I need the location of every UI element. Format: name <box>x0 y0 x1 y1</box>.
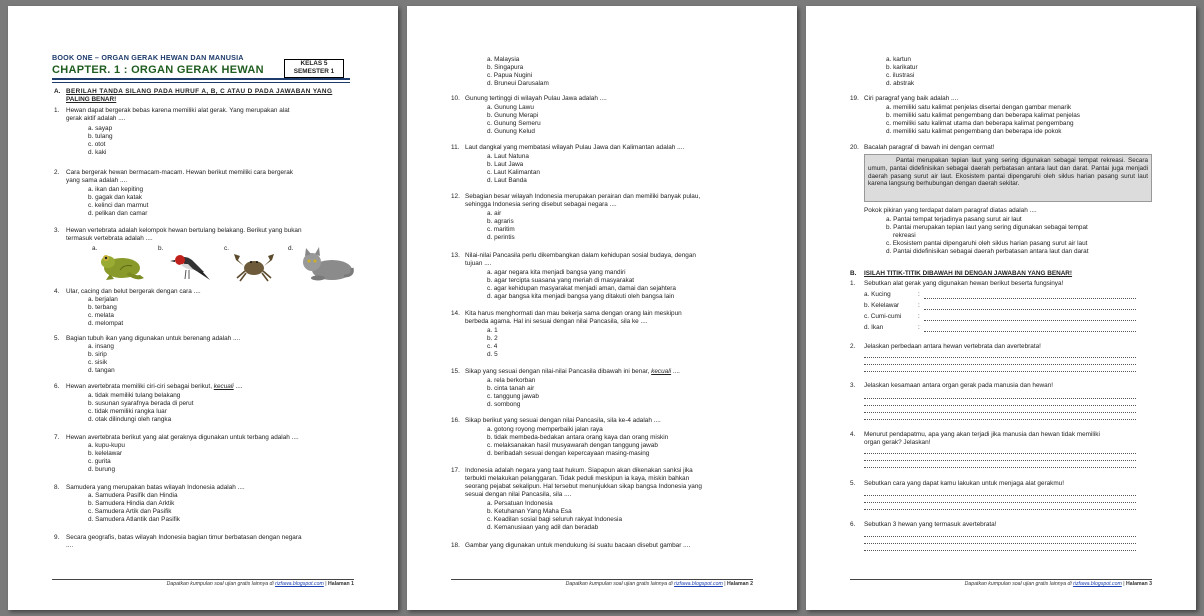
essay-1-item-a: a. Kucing <box>864 291 891 298</box>
q4-number: 4. <box>54 288 60 295</box>
option[interactable]: c. melata <box>88 312 114 320</box>
q7-number: 7. <box>54 434 60 441</box>
q2-text: Cara bergerak hewan bermacam-macam. Hewan berikut memiliki cara bergerak <box>66 169 293 176</box>
footer-text: Dapatkan kumpulan soal ujian gratis lainnya di <box>166 581 274 587</box>
option[interactable]: c. kelinci dan marmut <box>88 202 149 210</box>
q17-options <box>487 500 622 532</box>
option[interactable]: c. Keadilan sosial bagi seluruh rakyat Indonesia <box>487 516 622 524</box>
essay-5-number: 5. <box>850 480 856 487</box>
q19-options <box>886 104 1080 136</box>
answer-line[interactable] <box>924 320 1136 321</box>
essay-4-text: Menurut pendapatmu, apa yang akan terjadi jika manusia dan hewan tidak memiliki <box>864 431 1100 438</box>
option[interactable]: a. insang <box>88 343 114 350</box>
q8-text: Samudera yang merupakan batas wilayah Indonesia adalah .... <box>66 484 245 491</box>
option[interactable]: c. 4 <box>487 343 498 351</box>
option[interactable]: d. memiliki satu kalimat pengembang dan beberapa ide pokok <box>886 128 1062 136</box>
essay-1-colon: : <box>918 291 920 298</box>
q3-number: 3. <box>54 227 60 234</box>
option[interactable]: c. tanggung jawab <box>487 393 539 401</box>
q20-number: 20. <box>850 144 859 151</box>
essay-1-item-d: d. Ikan <box>864 324 884 331</box>
option[interactable]: a. tidak memiliki tulang belakang <box>88 392 181 399</box>
option[interactable]: b. tidak membeda-bedakan antara orang kaya dan orang miskin <box>487 434 669 442</box>
q1-text-2: gerak aktif adalah .... <box>66 115 126 122</box>
footer-halaman: Halaman <box>1126 581 1148 587</box>
cat-image <box>300 246 356 282</box>
answer-line[interactable] <box>864 364 1136 365</box>
option-continued: rekreasi <box>893 232 916 240</box>
answer-line[interactable] <box>864 419 1136 420</box>
essay-1-number: 1. <box>850 280 856 287</box>
q3-letter-d[interactable]: d. <box>288 245 294 252</box>
q5-number: 5. <box>54 335 60 342</box>
footer: Dapatkan kumpulan soal ujian gratis lainnya di rizfawa.blogspot.com | Halaman 3 <box>850 579 1152 588</box>
footer-page-number: 2 <box>750 581 753 587</box>
answer-line[interactable] <box>864 371 1136 372</box>
option[interactable]: a. memiliki satu kalimat penjelas disertai dengan gambar menarik <box>886 104 1072 111</box>
option[interactable]: b. kelelawar <box>88 450 123 458</box>
q6-text <box>66 383 243 391</box>
answer-line[interactable] <box>924 298 1136 299</box>
answer-line[interactable] <box>864 536 1136 537</box>
q6-number: 6. <box>54 383 60 390</box>
section-a-letter: A. <box>54 88 61 95</box>
option[interactable]: b. susunan syarafnya berada di perut <box>88 400 194 408</box>
q18-number: 18. <box>451 542 460 549</box>
q9-text: Secara geografis, batas wilayah Indonesia bagian timur berbatasan dengan negara <box>66 534 302 541</box>
footer-text: Dapatkan kumpulan soal ujian gratis lainnya di <box>964 581 1072 587</box>
q4-text: Ular, cacing dan belut bergerak dengan cara .... <box>66 288 201 295</box>
option[interactable]: b. Laut Jawa <box>487 161 524 169</box>
option[interactable]: b. karikatur <box>886 64 918 72</box>
option[interactable]: a. 1 <box>487 327 498 334</box>
q15-text <box>465 368 680 376</box>
q17-text-3: seorang pejabat sekalipun. Hal tersebut menunjukkan sikap bangsa Indonesia yang <box>465 483 702 490</box>
q19-number: 19. <box>850 95 859 102</box>
q20-question: Pokok pikiran yang terdapat dalam paragraf diatas adalah .... <box>864 207 1037 214</box>
q6-dots: .... <box>235 383 243 390</box>
footer-page-number: 1 <box>351 581 354 587</box>
option[interactable]: c. Ekosistem pantai dipengaruhi oleh siklus harian pasang surut air laut <box>886 240 1088 248</box>
q3-letter-b[interactable]: b. <box>158 245 164 252</box>
option[interactable]: b. Samudera Hindia dan Arktik <box>88 500 175 508</box>
q18-text: Gambar yang digunakan untuk mendukung isi suatu bacaan disebut gambar .... <box>465 542 691 549</box>
option[interactable]: d. tangan <box>88 367 115 375</box>
q2-options <box>88 186 148 218</box>
q10-options <box>487 104 541 136</box>
essay-6-number: 6. <box>850 521 856 528</box>
option[interactable]: b. Pantai merupakan tepian laut yang sering digunakan sebagai tempat <box>886 224 1088 232</box>
option[interactable]: d. abstrak <box>886 80 915 88</box>
option[interactable]: d. Laut Banda <box>487 177 527 185</box>
q17-text-2: terbukti melakukan pelanggaran. Tidak peduli meskipun ia kaya, miskin bahkan <box>465 475 690 482</box>
option[interactable]: c. Laut Kalimantan <box>487 169 540 177</box>
footer-halaman: Halaman <box>328 581 350 587</box>
q12-number: 12. <box>451 193 460 200</box>
essay-1-colon: : <box>918 313 920 320</box>
option[interactable]: b. terbang <box>88 304 117 312</box>
option[interactable]: c. Gunung Semeru <box>487 120 541 128</box>
option[interactable]: c. memiliki satu kalimat utama dan beberapa kalimat pengembang <box>886 120 1074 128</box>
option[interactable]: c. otot <box>88 141 106 149</box>
option[interactable]: d. Samudera Atlantik dan Pasifik <box>88 516 181 524</box>
section-a-title: BERILAH TANDA SILANG PADA HURUF A, B, C ATAU D PADA JAWABAN YANG <box>66 88 333 95</box>
q11-number: 11. <box>451 144 460 151</box>
option[interactable]: d. perintis <box>487 234 515 242</box>
footer: Dapatkan kumpulan soal ujian gratis lainnya di rizfawa.blogspot.com | Halaman 2 <box>451 579 753 588</box>
option[interactable]: c. sisik <box>88 359 108 367</box>
answer-line[interactable] <box>864 398 1136 399</box>
option[interactable]: d. kaki <box>88 149 107 157</box>
q3-letter-a[interactable]: a. <box>92 245 98 252</box>
q18-options <box>886 56 918 88</box>
footer-text: Dapatkan kumpulan soal ujian gratis lainnya di <box>565 581 673 587</box>
option[interactable]: c. agar kehidupan masyarakat menjadi aman, damai dan sejahtera <box>487 285 676 293</box>
bird-image <box>168 250 212 282</box>
q14-text: Kita harus menghormati dan mau bekerja sama dengan orang lain meskipun <box>465 310 682 317</box>
footer-link[interactable]: rizfawa.blogspot.com <box>674 581 723 587</box>
essay-6-text: Sebutkan 3 hewan yang termasuk avertebrata! <box>864 521 997 528</box>
q10-number: 10. <box>451 95 460 102</box>
chapter-title: CHAPTER. 1 : ORGAN GERAK HEWAN <box>52 64 264 76</box>
option[interactable]: a. Malaysia <box>487 56 520 63</box>
option[interactable]: a. air <box>487 210 502 217</box>
q15-dots: .... <box>672 368 680 375</box>
q15-number: 15. <box>451 368 460 375</box>
option[interactable]: b. tulang <box>88 133 113 141</box>
option[interactable]: a. gotong royong memperbaiki jalan raya <box>487 426 603 433</box>
q7-options <box>88 442 125 474</box>
option[interactable]: c. ilustrasi <box>886 72 915 80</box>
q2-text-2: yang sama adalah .... <box>66 177 128 184</box>
option[interactable]: c. Papua Nugini <box>487 72 533 80</box>
q13-text-2: tujuan .... <box>465 260 492 267</box>
option[interactable]: a. Gunung Lawu <box>487 104 534 111</box>
q11-options <box>487 153 540 185</box>
essay-4-text-2: organ gerak? Jelaskan! <box>864 439 931 446</box>
option[interactable]: b. gagak dan katak <box>88 194 143 202</box>
option[interactable]: a. rela berkorban <box>487 377 536 384</box>
q9-text-2: .... <box>66 542 74 549</box>
essay-5-text: Sebutkan cara yang dapat kamu lakukan untuk menjaga alat gerakmu! <box>864 480 1065 487</box>
title-rule <box>52 78 350 80</box>
footer: Dapatkan kumpulan soal ujian gratis lainnya di rizfawa.blogspot.com | Halaman 1 <box>52 579 354 588</box>
option[interactable]: d. sombong <box>487 401 521 409</box>
answer-line[interactable] <box>864 460 1136 461</box>
q16-number: 16. <box>451 417 460 424</box>
section-b-letter: B. <box>850 270 857 277</box>
q8-number: 8. <box>54 484 60 491</box>
semester-label: SEMESTER 1 <box>293 68 335 75</box>
option[interactable]: a. Persatuan Indonesia <box>487 500 553 507</box>
q15-kecuali: kecuali <box>651 368 672 375</box>
q8-options <box>88 492 180 524</box>
q10-text: Gunung tertinggi di wilayah Pulau Jawa adalah .... <box>465 95 607 102</box>
footer-link[interactable]: rizfawa.blogspot.com <box>275 581 324 587</box>
essay-1-colon: : <box>918 324 920 331</box>
option[interactable]: d. agar bangsa kita menjadi bangsa yang ditakuti oleh bangsa lain <box>487 293 675 301</box>
section-b-title: ISILAH TITIK-TITIK DIBAWAH INI DENGAN JAWABAN YANG BENAR! <box>864 270 1073 277</box>
crab-image <box>232 250 276 282</box>
option[interactable]: d. otak dilindungi oleh rangka <box>88 416 172 424</box>
option[interactable]: d. beribadah sesuai dengan kepercayaan masing-masing <box>487 450 650 458</box>
option[interactable]: a. kartun <box>886 56 911 63</box>
option[interactable]: b. Ketuhanan Yang Maha Esa <box>487 508 572 516</box>
option[interactable]: a. Laut Natuna <box>487 153 529 160</box>
answer-line[interactable] <box>864 543 1136 544</box>
section-a-title-2: PALING BENAR! <box>66 96 117 103</box>
answer-line[interactable] <box>924 331 1136 332</box>
essay-1-item-b: b. Kelelawar <box>864 302 900 309</box>
answer-line[interactable] <box>864 550 1136 551</box>
q2-number: 2. <box>54 169 60 176</box>
q6-options <box>88 392 194 424</box>
q17-number: 17. <box>451 467 460 474</box>
option[interactable]: b. sirip <box>88 351 107 359</box>
essay-4-number: 4. <box>850 431 856 438</box>
essay-3-number: 3. <box>850 382 856 389</box>
option[interactable]: a. berjalan <box>88 296 118 303</box>
q7-text: Hewan avertebrata berikut yang alat geraknya digunakan untuk terbang adalah .... <box>66 434 299 441</box>
q20-options <box>886 216 1089 256</box>
essay-2-number: 2. <box>850 343 856 350</box>
essay-1-item-c: c. Cumi-cumi <box>864 313 902 320</box>
footer-link[interactable]: rizfawa.blogspot.com <box>1073 581 1122 587</box>
option[interactable]: b. cinta tanah air <box>487 385 535 393</box>
essay-3-text: Jelaskan kesamaan antara organ gerak pada manusia dan hewan! <box>864 382 1054 389</box>
option[interactable]: c. Samudera Artik dan Pasifik <box>88 508 172 516</box>
q13-options <box>487 269 676 301</box>
option[interactable]: c. tidak memiliki rangka luar <box>88 408 167 416</box>
q3-text: Hewan vertebrata adalah kelompok hewan bertulang belakang. Berikut yang bukan <box>66 227 302 234</box>
option[interactable]: d. burung <box>88 466 116 474</box>
answer-line[interactable] <box>864 405 1136 406</box>
option[interactable]: b. 2 <box>487 335 498 343</box>
q14-options <box>487 327 498 359</box>
q15-text-main: Sikap yang sesuai dengan nilai-nilai Pancasila dibawah ini benar, <box>465 368 650 375</box>
page-3 <box>806 6 1196 610</box>
option[interactable]: d. Kemanusiaan yang adil dan beradab <box>487 524 599 532</box>
q6-text-main: Hewan avertebrata memiliki ciri-ciri sebagai berikut, <box>66 383 212 390</box>
option[interactable]: c. melaksanakan hasil musyawarah dengan tanggung jawab <box>487 442 658 450</box>
option[interactable]: d. melompat <box>88 320 124 328</box>
answer-line[interactable] <box>864 502 1136 503</box>
option[interactable]: a. Pantai tempat terjadinya pasang surut air laut <box>886 216 1022 223</box>
answer-line[interactable] <box>924 309 1136 310</box>
q16-text: Sikap berikut yang sesuai dengan nilai Pancasila, sila ke-4 adalah .... <box>465 417 661 424</box>
q9-number: 9. <box>54 534 60 541</box>
q5-text: Bagian tubuh ikan yang digunakan untuk berenang adalah .... <box>66 335 241 342</box>
kelas-label: KELAS 5 <box>300 60 328 67</box>
essay-1-colon: : <box>918 302 920 309</box>
q3-text-2: termasuk vertebrata adalah .... <box>66 235 153 242</box>
q1-options <box>88 125 113 157</box>
q13-number: 13. <box>451 252 460 259</box>
q14-number: 14. <box>451 310 460 317</box>
option[interactable]: a. agar negara kita menjadi bangsa yang mandiri <box>487 269 626 276</box>
option[interactable]: a. ikan dan kepiting <box>88 186 144 193</box>
q14-text-2: berbeda agama. Hal ini sesuai dengan nilai Pancasila, sila ke .... <box>465 318 648 325</box>
essay-2-text: Jelaskan perbedaan antara hewan vertebrata dan avertebrata! <box>864 343 1041 350</box>
answer-line[interactable] <box>864 357 1136 358</box>
q5-options <box>88 343 115 375</box>
q20-paragraph: Pantai merupakan tepian laut yang sering digunakan sebagai tempat rekreasi. Secara umum, pantai didefinisikan sebagai daerah perbatasan antara laut dan darat. Pantai juga menjadi daerah pasang surut air laut. Ekosistem pantai dipengaruhi oleh siklus harian pasang surut laut karena langsung berhubungan dengan daerah sekitar. <box>864 154 1152 202</box>
essay-1-text: Sebutkan alat gerak yang digunakan hewan berikut beserta fungsinya! <box>864 280 1064 287</box>
footer-halaman: Halaman <box>727 581 749 587</box>
answer-line[interactable] <box>864 495 1136 496</box>
option[interactable]: d. pelikan dan camar <box>88 210 148 218</box>
option[interactable]: c. gurita <box>88 458 111 466</box>
q9-options <box>487 56 549 88</box>
option[interactable]: b. memiliki satu kalimat pengembang dan beberapa kalimat penjelas <box>886 112 1080 120</box>
option[interactable]: b. agraris <box>487 218 514 226</box>
q13-text: Nilai-nilai Pancasila perlu dikembangkan dalam kehidupan sosial budaya, dengan <box>465 252 696 259</box>
q12-text-2: sehingga Indonesia sering disebut sebagai negara .... <box>465 201 617 208</box>
option[interactable]: a. kupu-kupu <box>88 442 125 449</box>
q20-text: Bacalah paragraf di bawah ini dengan cermat! <box>864 144 995 151</box>
option[interactable]: c. maritim <box>487 226 515 234</box>
kelas-box <box>284 59 344 78</box>
q17-text: Indonesia adalah negara yang taat hukum. Siapapun akan dikenakan sanksi jika <box>465 467 693 474</box>
frog-image <box>96 248 146 282</box>
q12-options <box>487 210 515 242</box>
q12-text: Sebagian besar wilayah Indonesia merupakan perairan dan memiliki banyak pulau, <box>465 193 701 200</box>
option[interactable]: d. Gunung Kelud <box>487 128 535 136</box>
answer-line[interactable] <box>864 412 1136 413</box>
option[interactable]: d. Bruneui Darusalam <box>487 80 549 88</box>
option[interactable]: a. Samudera Pasifik dan Hindia <box>88 492 178 499</box>
footer-page-number: 3 <box>1149 581 1152 587</box>
answer-line[interactable] <box>864 509 1136 510</box>
option[interactable]: a. sayap <box>88 125 113 132</box>
page-2 <box>407 6 797 610</box>
title-rule-thin <box>52 82 350 83</box>
answer-line[interactable] <box>864 453 1136 454</box>
option[interactable]: b. agar tercipta suasana yang meriah di masyarakat <box>487 277 635 285</box>
option[interactable]: d. 5 <box>487 351 498 359</box>
q16-options <box>487 426 668 458</box>
q17-text-4: sesuai dengan nilai Pancasila, sila .... <box>465 491 572 498</box>
q15-options <box>487 377 539 409</box>
q4-options <box>88 296 123 328</box>
q1-text: Hewan dapat bergerak bebas karena memiliki alat gerak. Yang merupakan alat <box>66 107 290 114</box>
q1-number: 1. <box>54 107 60 114</box>
page-1 <box>8 6 398 610</box>
option[interactable]: b. Singapura <box>487 64 524 72</box>
q19-text: Ciri paragraf yang baik adalah .... <box>864 95 959 102</box>
book-title: BOOK ONE – ORGAN GERAK HEWAN DAN MANUSIA <box>52 53 244 62</box>
q6-kecuali: kecuali <box>213 383 234 390</box>
q3-letter-c[interactable]: c. <box>224 245 229 252</box>
option[interactable]: d. Pantai didefinisikan sebagai daerah perbatasan antara laut dan darat <box>886 248 1089 256</box>
answer-line[interactable] <box>864 467 1136 468</box>
option[interactable]: b. Gunung Merapi <box>487 112 539 120</box>
q11-text: Laut dangkal yang membatasi wilayah Pulau Jawa dan Kalimantan adalah .... <box>465 144 685 151</box>
